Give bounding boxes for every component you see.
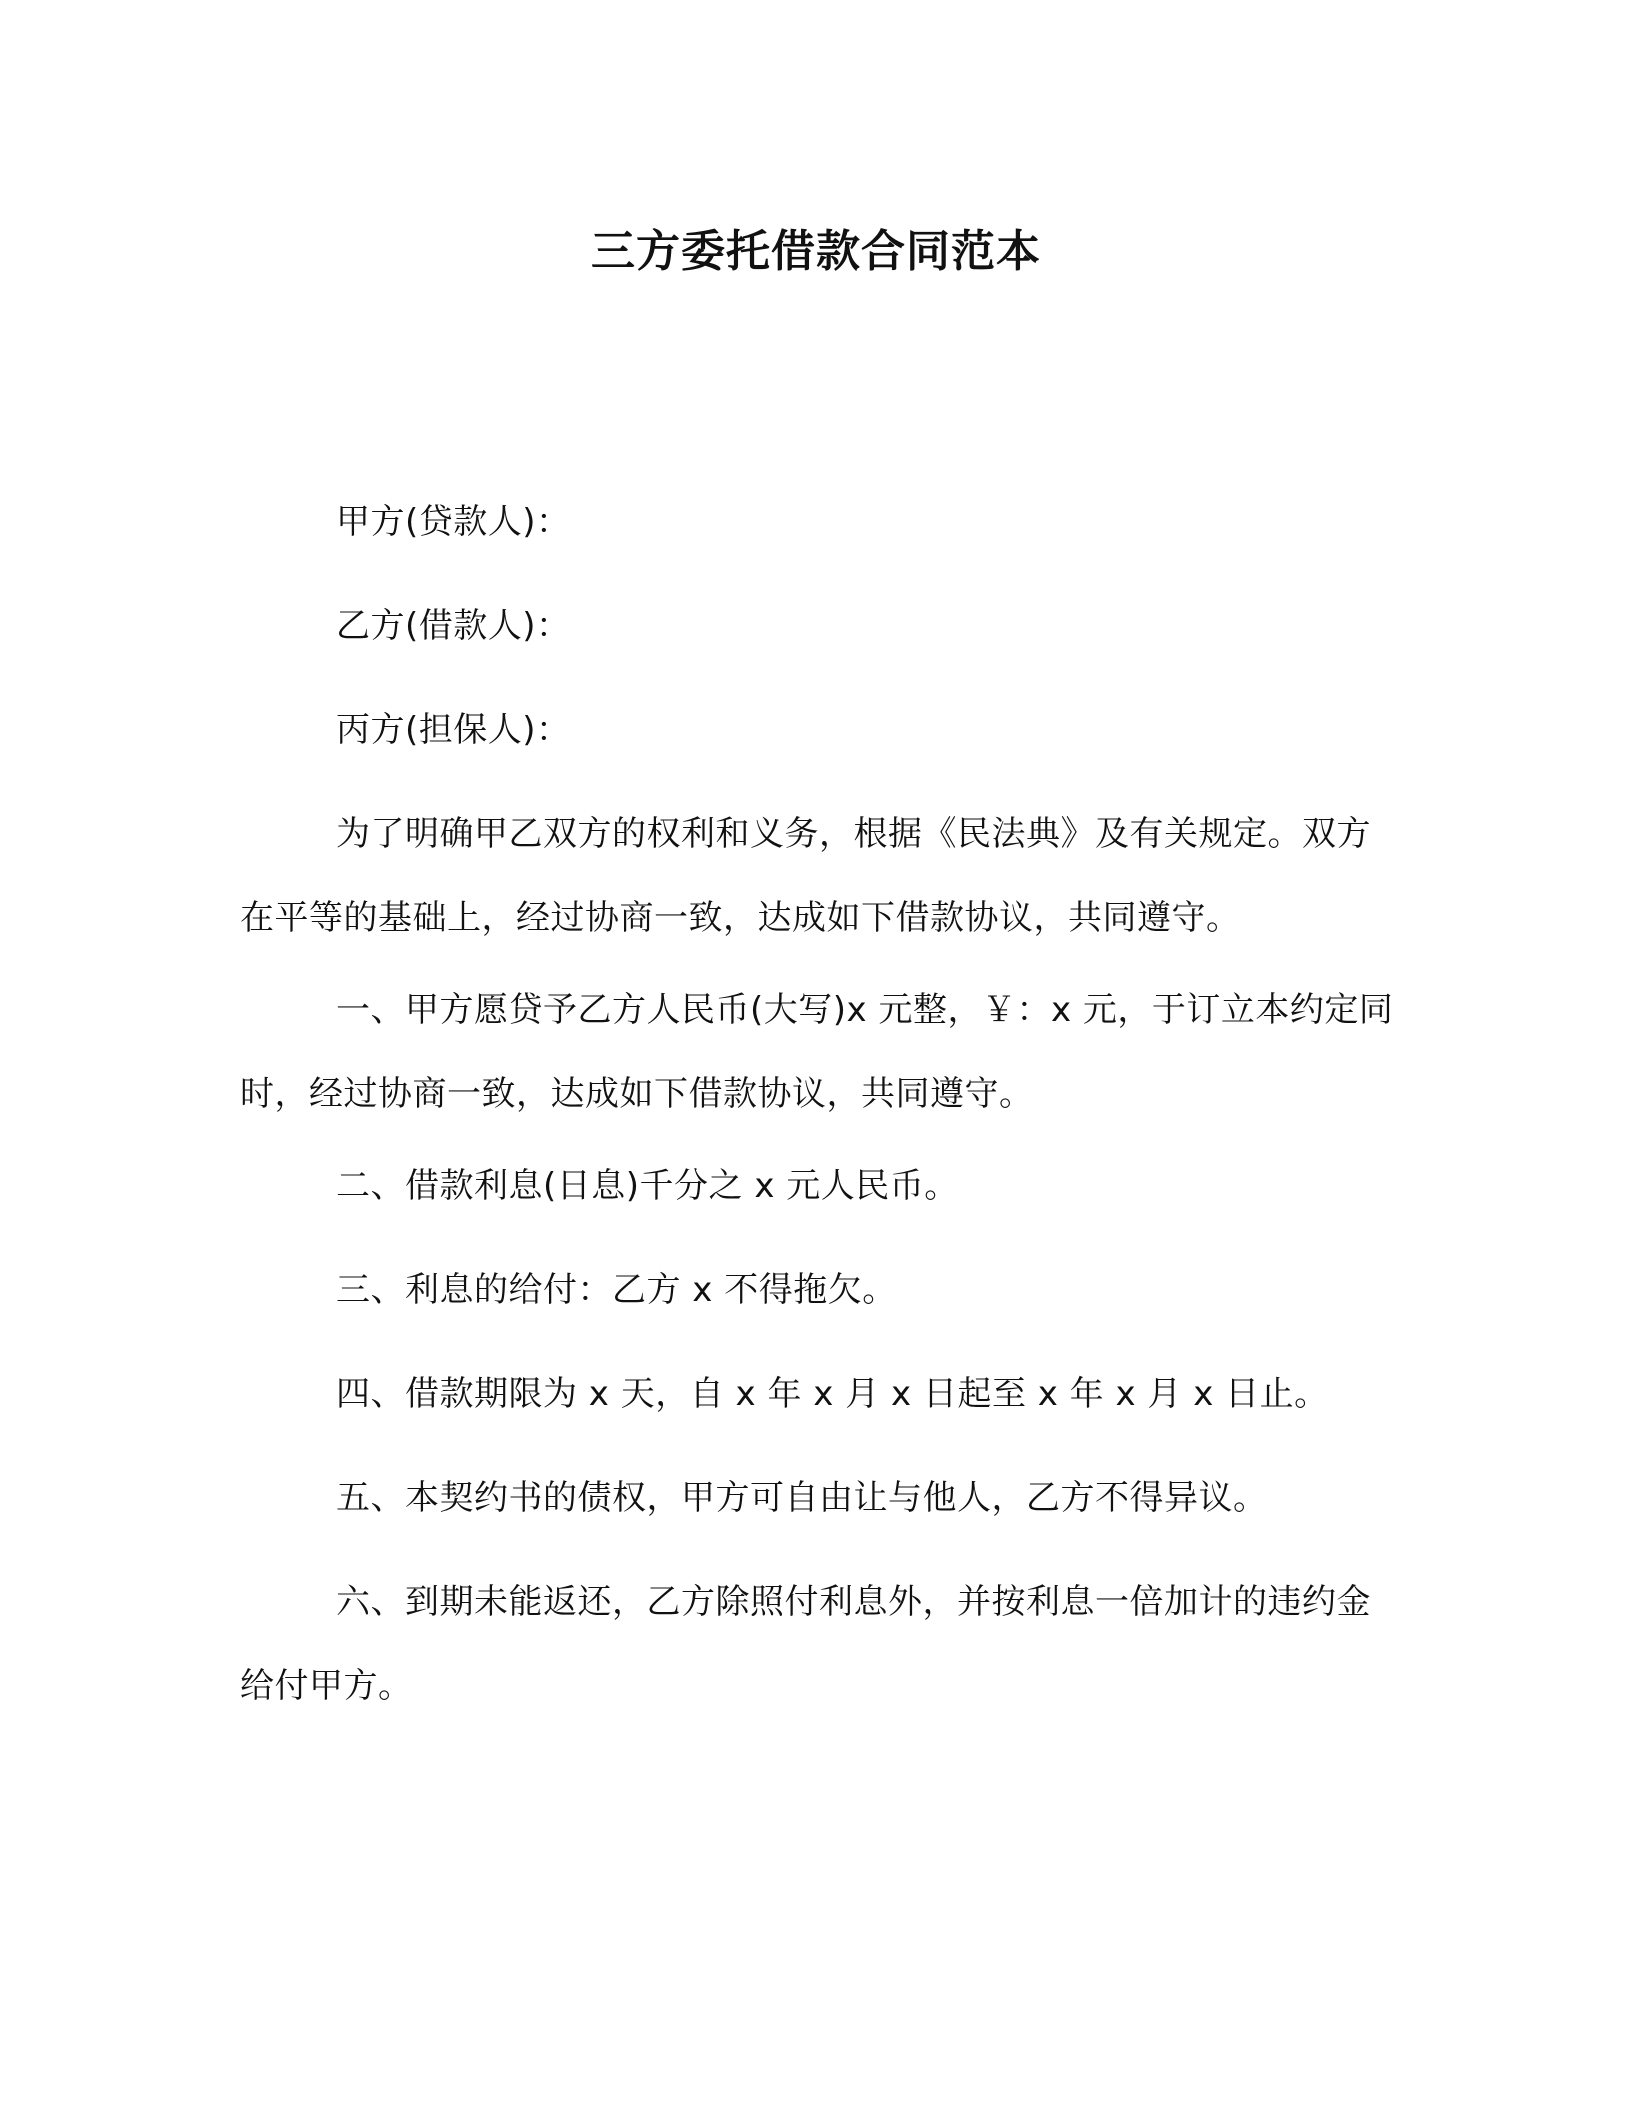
clause-2: 二、借款利息(日息)千分之 x 元人民币。 bbox=[336, 1166, 959, 1206]
clause-4: 四、借款期限为 x 天，自 x 年 x 月 x 日起至 x 年 x 月 x 日止。 bbox=[336, 1374, 1329, 1414]
clause-1: 一、甲方愿贷予乙方人民币(大写)x 元整，￥：x 元，于订立本约定同时，经过协商一致，达成如下借款协议，共同遵守。 bbox=[240, 990, 1394, 1114]
party-b-line: 乙方(借款人)： bbox=[336, 606, 571, 646]
intro-paragraph: 为了明确甲乙双方的权利和义务，根据《民法典》及有关规定。双方在平等的基础上，经过协商一致，达成如下借款协议，共同遵守。 bbox=[240, 814, 1371, 938]
clause-3: 三、利息的给付：乙方 x 不得拖欠。 bbox=[336, 1270, 897, 1310]
document-title: 三方委托借款合同范本 bbox=[591, 226, 1041, 277]
party-a-line: 甲方(贷款人)： bbox=[336, 502, 571, 542]
clause-6: 六、到期未能返还，乙方除照付利息外，并按利息一倍加计的违约金给付甲方。 bbox=[240, 1582, 1371, 1706]
party-c-line: 丙方(担保人)： bbox=[336, 710, 571, 750]
clause-5: 五、本契约书的债权，甲方可自由让与他人，乙方不得异议。 bbox=[336, 1478, 1268, 1518]
